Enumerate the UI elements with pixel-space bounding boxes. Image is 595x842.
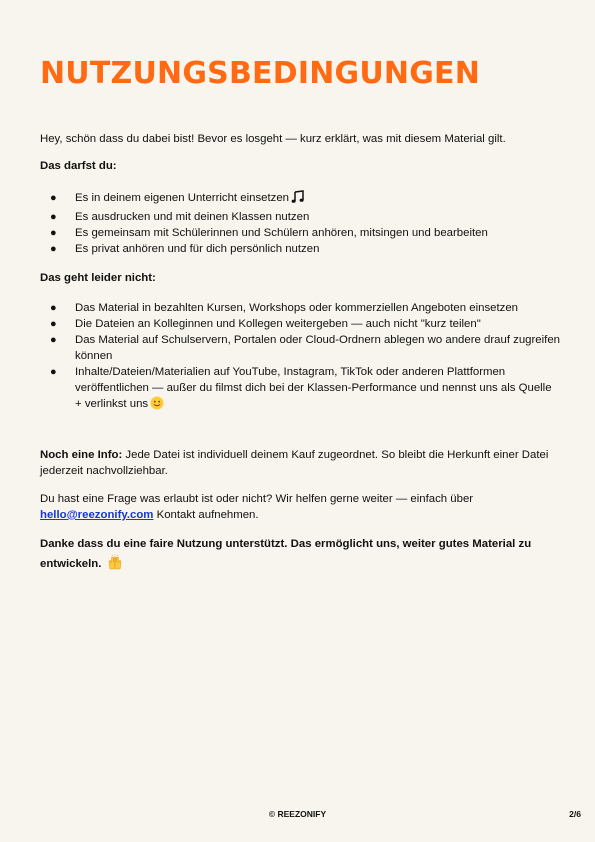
info-paragraph <box>40 447 560 479</box>
thanks-paragraph: Danke dass du eine faire Nutzung unterstützt. Das ermöglicht uns, weiter gutes Material zu entwickeln. <box>40 535 560 577</box>
denied-heading: Das geht leider nicht: <box>40 272 156 284</box>
bullet-icon: ● <box>50 318 57 330</box>
bullet-icon: ● <box>50 243 57 255</box>
smiley-icon <box>150 396 164 415</box>
list-item: ● Es gemeinsam mit Schülerinnen und Schülern anhören, mitsingen und bearbeiten <box>50 227 488 239</box>
email-link[interactable]: hello@reezonify.com <box>40 509 154 521</box>
raised-hands-icon <box>107 554 123 577</box>
footer-copyright: © REEZONIFY <box>268 809 327 819</box>
bullet-icon: ● <box>50 366 57 378</box>
list-item: ● Die Dateien an Kolleginnen und Kollegen weitergeben — auch nicht "kurz teilen" <box>50 318 481 330</box>
bullet-icon: ● <box>50 302 57 314</box>
footer-page-number: 2/6 <box>569 809 581 819</box>
question-paragraph: Du hast eine Frage was erlaubt ist oder nicht? Wir helfen gerne weiter — einfach über hello@reezonify.com Kontakt aufnehmen. <box>40 493 474 521</box>
list-item: ● Das Material in bezahlten Kursen, Workshops oder kommerziellen Angeboten einsetzen <box>50 302 518 314</box>
bullet-icon: ● <box>50 227 57 239</box>
allowed-list <box>40 190 560 257</box>
list-item: ● Das Material auf Schulservern, Portalen oder Cloud-Ordnern ablegen wo andere drauf zugreifen können <box>50 334 561 362</box>
bullet-icon: ● <box>50 211 57 223</box>
bullet-icon: ● <box>50 334 57 346</box>
intro-text: Hey, schön dass du dabei bist! Bevor es losgeht — kurz erklärt, was mit diesem Material gilt. <box>40 133 506 145</box>
info-text: Jede Datei ist individuell deinem Kauf zugeordnet. So bleibt die Herkunft einer Datei jederzeit nachvollziehbar. <box>40 449 549 477</box>
allowed-heading: Das darfst du: <box>40 160 117 172</box>
list-item: ● Inhalte/Dateien/Materialien auf YouTube, Instagram, TikTok oder anderen Plattformen veröffentlichen — außer du filmst dich bei der Klassen-Performance und nennst uns als Quelle + verlinkst uns <box>40 364 560 415</box>
page-title: NUTZUNGSBEDINGUNGEN <box>40 56 481 91</box>
list-item: ● Es ausdrucken und mit deinen Klassen nutzen <box>50 211 310 223</box>
bullet-icon: ● <box>50 192 57 204</box>
info-label: Noch eine Info: <box>40 449 123 461</box>
music-note-icon <box>291 190 305 209</box>
list-item: ● Es privat anhören und für dich persönlich nutzen <box>50 243 320 255</box>
list-item: ● Es in deinem eigenen Unterricht einsetzen <box>40 190 560 209</box>
denied-list <box>40 300 560 415</box>
